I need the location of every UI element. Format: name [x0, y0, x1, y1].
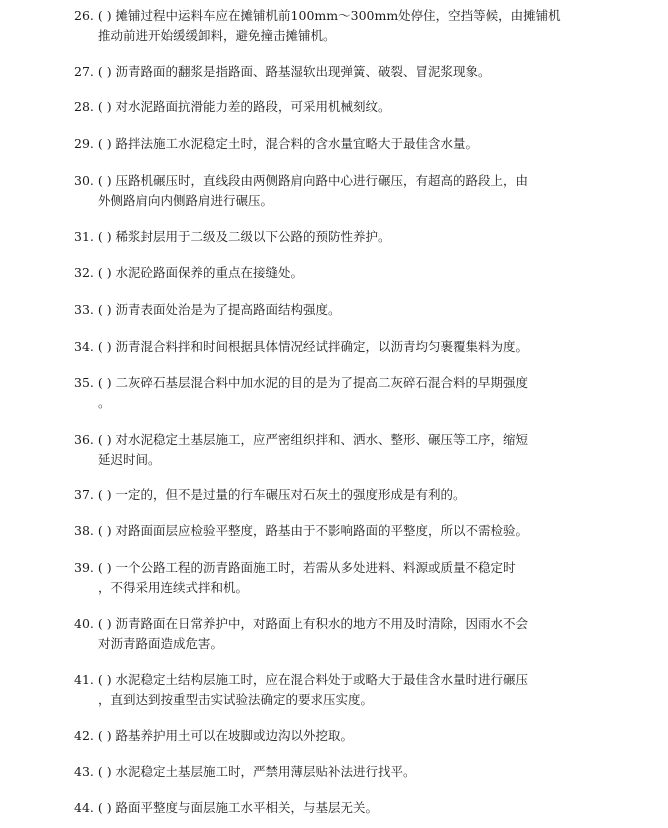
question-line: 32. ( ) 水泥砼路面保养的重点在接缝处。: [74, 265, 304, 280]
question-line: 27. ( ) 沥青路面的翻浆是指路面、路基湿软出现弹簧、破裂、冒泥浆现象。: [74, 64, 491, 79]
question-line: 外侧路肩向内侧路肩进行碾压。: [98, 193, 274, 208]
question-line: 30. ( ) 压路机碾压时，直线段由两侧路肩向路中心进行碾压，有超高的路段上，由: [74, 173, 529, 188]
question-line: 28. ( ) 对水泥路面抗滑能力差的路段，可采用机械刻纹。: [74, 99, 391, 114]
question-line: 33. ( ) 沥青表面处治是为了提高路面结构强度。: [74, 302, 341, 317]
question-line: 37. ( ) 一定的，但不是过量的行车碾压对石灰土的强度形成是有利的。: [74, 487, 466, 502]
question-line: 34. ( ) 沥青混合料拌和时间根据具体情况经试拌确定，以沥青均匀裹覆集料为度。: [74, 339, 529, 354]
question-line: 38. ( ) 对路面面层应检验平整度，路基由于不影响路面的平整度，所以不需检验。: [74, 523, 529, 538]
question-line: 延迟时间。: [98, 452, 161, 467]
question-30: [74, 171, 594, 211]
question-43: [74, 762, 594, 782]
question-line: 41. ( ) 水泥稳定土结构层施工时，应在混合料处于或略大于最佳含水量时进行碾压: [74, 672, 529, 687]
question-line: 42. ( ) 路基养护用土可以在坡脚或边沟以外挖取。: [74, 728, 354, 743]
question-39: [74, 558, 594, 598]
question-42: [74, 726, 594, 746]
question-line: 36. ( ) 对水泥稳定土基层施工，应严密组织拌和、洒水、整形、碾压等工序，缩短: [74, 432, 529, 447]
question-line: 26. ( ) 摊铺过程中运料车应在摊铺机前100mm～300mm处停住，空挡等候，由摊铺机: [74, 8, 561, 23]
question-36: [74, 430, 594, 470]
question-line: 39. ( ) 一个公路工程的沥青路面施工时，若需从多处进料、料源或质量不稳定时: [74, 560, 516, 575]
question-line: ，直到达到按重型击实试验法确定的要求压实度。: [98, 692, 374, 707]
question-line: 对沥青路面造成危害。: [98, 636, 224, 651]
question-40: [74, 614, 594, 654]
question-31: [74, 227, 594, 247]
question-line: 35. ( ) 二灰碎石基层混合料中加水泥的目的是为了提高二灰碎石混合料的早期强度: [74, 375, 529, 390]
question-38: [74, 521, 594, 541]
question-44: [74, 798, 594, 818]
question-line: 推动前进开始缓缓卸料，避免撞击摊铺机。: [98, 28, 336, 43]
question-35: [74, 373, 594, 413]
question-28: [74, 97, 594, 117]
question-37: [74, 485, 594, 505]
question-33: [74, 300, 594, 320]
question-line: 29. ( ) 路拌法施工水泥稳定土时，混合料的含水量宜略大于最佳含水量。: [74, 136, 479, 151]
question-26: [74, 6, 594, 46]
question-line: 31. ( ) 稀浆封层用于二级及二级以下公路的预防性养护。: [74, 229, 391, 244]
question-29: [74, 134, 594, 154]
question-line: ，不得采用连续式拌和机。: [98, 580, 249, 595]
question-line: 44. ( ) 路面平整度与面层施工水平相关，与基层无关。: [74, 800, 379, 815]
question-line: 40. ( ) 沥青路面在日常养护中，对路面上有积水的地方不用及时清除，因雨水不会: [74, 616, 529, 631]
question-32: [74, 263, 594, 283]
question-41: [74, 670, 594, 710]
question-line: 。: [98, 395, 111, 410]
question-34: [74, 337, 594, 357]
question-line: 43. ( ) 水泥稳定土基层施工时，严禁用薄层贴补法进行找平。: [74, 764, 416, 779]
question-27: [74, 62, 594, 82]
